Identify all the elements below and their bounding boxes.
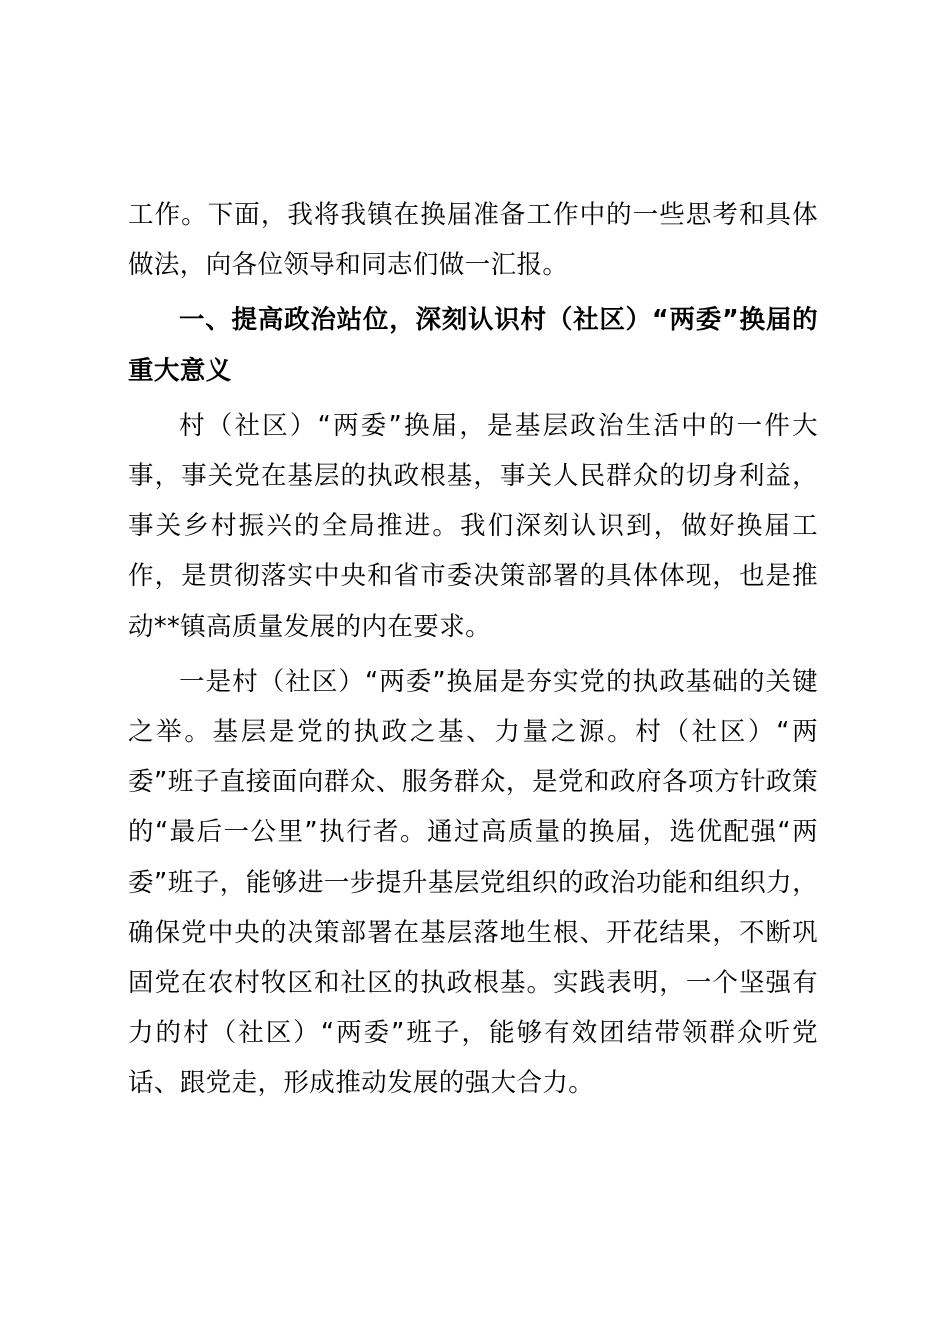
paragraph-intro-continuation: 工作。下面，我将我镇在换届准备工作中的一些思考和具体做法，向各位领导和同志们做一汇报。	[128, 200, 818, 281]
section-heading: 一、提高政治站位，深刻认识村（社区）“两委”换届的重大意义	[128, 305, 818, 386]
document-body	[128, 190, 818, 1109]
paragraph-point-one: 一是村（社区）“两委”换届是夯实党的执政基础的关键之举。基层是党的执政之基、力量之源。村（社区）“两委”班子直接面向群众、服务群众，是党和政府各项方针政策的“最后一公里”执行者。通过高质量的换届，选优配强“两委”班子，能够进一步提升基层党组织的政治功能和组织力，确保党中央的决策部署在基层落地生根、开花结果，不断巩固党在农村牧区和社区的执政根基。实践表明，一个坚强有力的村（社区）“两委”班子，能够有效团结带领群众听党话、跟党走，形成推动发展的强大合力。	[128, 666, 818, 1099]
paragraph-significance: 村（社区）“两委”换届，是基层政治生活中的一件大事，事关党在基层的执政根基，事关人民群众的切身利益，事关乡村振兴的全局推进。我们深刻认识到，做好换届工作，是贯彻落实中央和省市委决策部署的具体体现，也是推动**镇高质量发展的内在要求。	[128, 410, 818, 642]
